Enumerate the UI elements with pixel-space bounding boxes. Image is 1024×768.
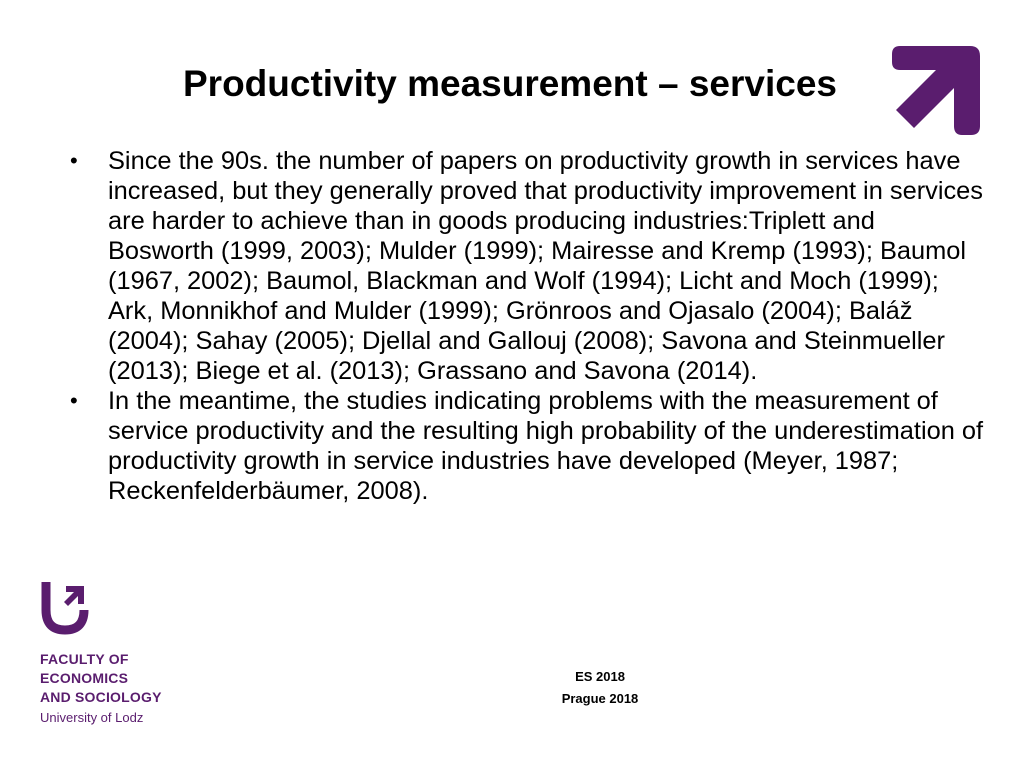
faculty-name-line: FACULTY OF [40,651,129,667]
slide-footer [500,666,700,710]
bullet-marker: • [70,388,78,413]
footer-location: Prague 2018 [561,691,639,706]
bullet-text: In the meantime, the studies indicating problems with the measurement of service productivity and the resulting high probability of the underestimation of productivity growth in service industries have developed (Meyer, 1987; Reckenfelderbäumer, 2008). [108,387,984,505]
faculty-name-line: ECONOMICS [40,670,129,686]
bullet-item [66,146,986,386]
bullet-marker: • [70,148,78,173]
bullet-item [66,386,986,506]
slide-title: Productivity measurement – services [183,63,837,104]
faculty-u-arrow-icon [40,580,90,636]
bullet-list [66,146,986,506]
arrow-up-right-icon [892,44,982,136]
faculty-name [40,650,162,707]
footer-event: ES 2018 [575,669,625,684]
bullet-text: Since the 90s. the number of papers on productivity growth in services have increased, but they generally proved that productivity improvement in services are harder to achieve than in goods producing industries:Triplett and Bosworth (1999, 2003); Mulder (1999); Mairesse and Kremp (1993); Baumol (1967, 2002); Baumol, Blackman and Wolf (1994); Licht and Moch (1999); Ark, Monnikhof and Mulder (1999); Grönroos and Ojasalo (2004); Baláž (2004); Sahay (2005); Djellal and Gallouj (2008); Savona and Steinmueller (2013); Biege et al. (2013); Grassano and Savona (2014). [108,147,983,385]
university-name: University of Lodz [40,710,144,725]
faculty-name-line: AND SOCIOLOGY [40,689,162,705]
